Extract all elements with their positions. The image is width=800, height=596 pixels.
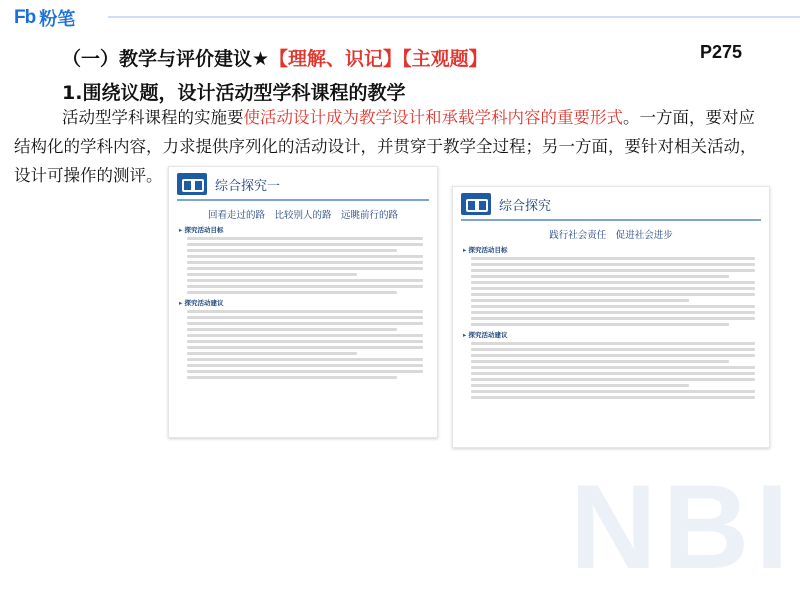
- text-line: [187, 249, 397, 252]
- book-label: 综合探究: [499, 198, 552, 214]
- top-bar: [0, 0, 800, 36]
- book-header: [453, 187, 769, 219]
- para-text-a: 活动型学科课程的实施要: [62, 108, 244, 127]
- text-line: [187, 243, 423, 246]
- text-line: [471, 366, 755, 369]
- text-line: [187, 237, 423, 240]
- text-line: [471, 287, 755, 290]
- text-line: [187, 285, 423, 288]
- text-line: [471, 372, 755, 375]
- text-line: [471, 299, 689, 302]
- title-tag-understand: 【理解、识记】: [269, 48, 403, 70]
- book-section-goal: ▸ 探究活动目标: [179, 225, 427, 234]
- textbook-page-left: [168, 166, 438, 438]
- text-line: [187, 261, 423, 264]
- text-line: [187, 358, 423, 361]
- book-section-icon: [461, 193, 491, 215]
- text-line: [471, 384, 689, 387]
- title-prefix: （一）教学与评价建议★: [62, 48, 270, 70]
- text-line: [187, 273, 357, 276]
- text-line: [187, 334, 423, 337]
- text-line: [471, 263, 755, 266]
- text-line: [187, 291, 397, 294]
- text-line: [471, 360, 729, 363]
- brand-mark: Fb: [14, 7, 36, 28]
- paragraph-line-2: 结构化的学科内容，力求提供序列化的活动设计，并贯穿于教学全过程；另一方面，要针对相关活动，: [14, 137, 757, 156]
- book-header: [169, 167, 437, 199]
- book-subtitle: 回看走过的路 比较别人的路 远眺前行的路: [207, 210, 398, 221]
- text-line: [187, 346, 423, 349]
- page-number: P275: [700, 42, 743, 62]
- book-subtitle: 践行社会责任 促进社会进步: [549, 230, 673, 241]
- section-heading: 1.围绕议题，设计活动型学科课程的教学: [62, 82, 406, 104]
- text-line: [187, 376, 397, 379]
- para-text-b: 。一方面，要对应: [623, 108, 755, 127]
- book-section-goal: ▸ 探究活动目标: [463, 245, 759, 254]
- text-line: [471, 311, 755, 314]
- text-line: [471, 293, 755, 296]
- text-line: [187, 310, 423, 313]
- text-line: [187, 352, 357, 355]
- text-line: [471, 257, 755, 260]
- text-line: [471, 269, 755, 272]
- text-line: [471, 342, 755, 345]
- text-line: [471, 378, 755, 381]
- text-line: [471, 348, 755, 351]
- title-tag-subjective: 【主观题】: [402, 48, 488, 70]
- text-line: [187, 279, 423, 282]
- book-rule: [461, 219, 761, 221]
- textbook-page-right: [452, 186, 770, 448]
- book-section-advice: ▸ 探究活动建议: [179, 298, 427, 307]
- text-line: [471, 275, 729, 278]
- book-section-icon: [177, 173, 207, 195]
- text-line: [187, 370, 423, 373]
- text-line: [187, 364, 423, 367]
- book-label: 综合探究一: [215, 178, 281, 194]
- text-line: [187, 267, 423, 270]
- text-line: [471, 396, 755, 399]
- text-line: [187, 340, 423, 343]
- watermark: NBI: [570, 460, 795, 594]
- text-line: [471, 281, 755, 284]
- paragraph-line-3: 设计可操作的测评。: [14, 166, 163, 185]
- brand-name: 粉笔: [39, 9, 76, 30]
- text-line: [471, 317, 755, 320]
- text-line: [187, 255, 423, 258]
- slide-title: [62, 44, 488, 71]
- book-rule: [177, 199, 429, 201]
- paragraph-line-1: [14, 103, 796, 132]
- text-line: [471, 305, 755, 308]
- text-line: [471, 390, 755, 393]
- text-line: [187, 328, 397, 331]
- brand-logo: [14, 5, 75, 31]
- text-line: [471, 354, 755, 357]
- text-line: [187, 316, 423, 319]
- header-divider: [108, 16, 800, 18]
- text-line: [471, 323, 729, 326]
- book-section-advice: ▸ 探究活动建议: [463, 330, 759, 339]
- para-highlight: 使活动设计成为教学设计和承载学科内容的重要形式: [243, 108, 623, 127]
- text-line: [187, 322, 423, 325]
